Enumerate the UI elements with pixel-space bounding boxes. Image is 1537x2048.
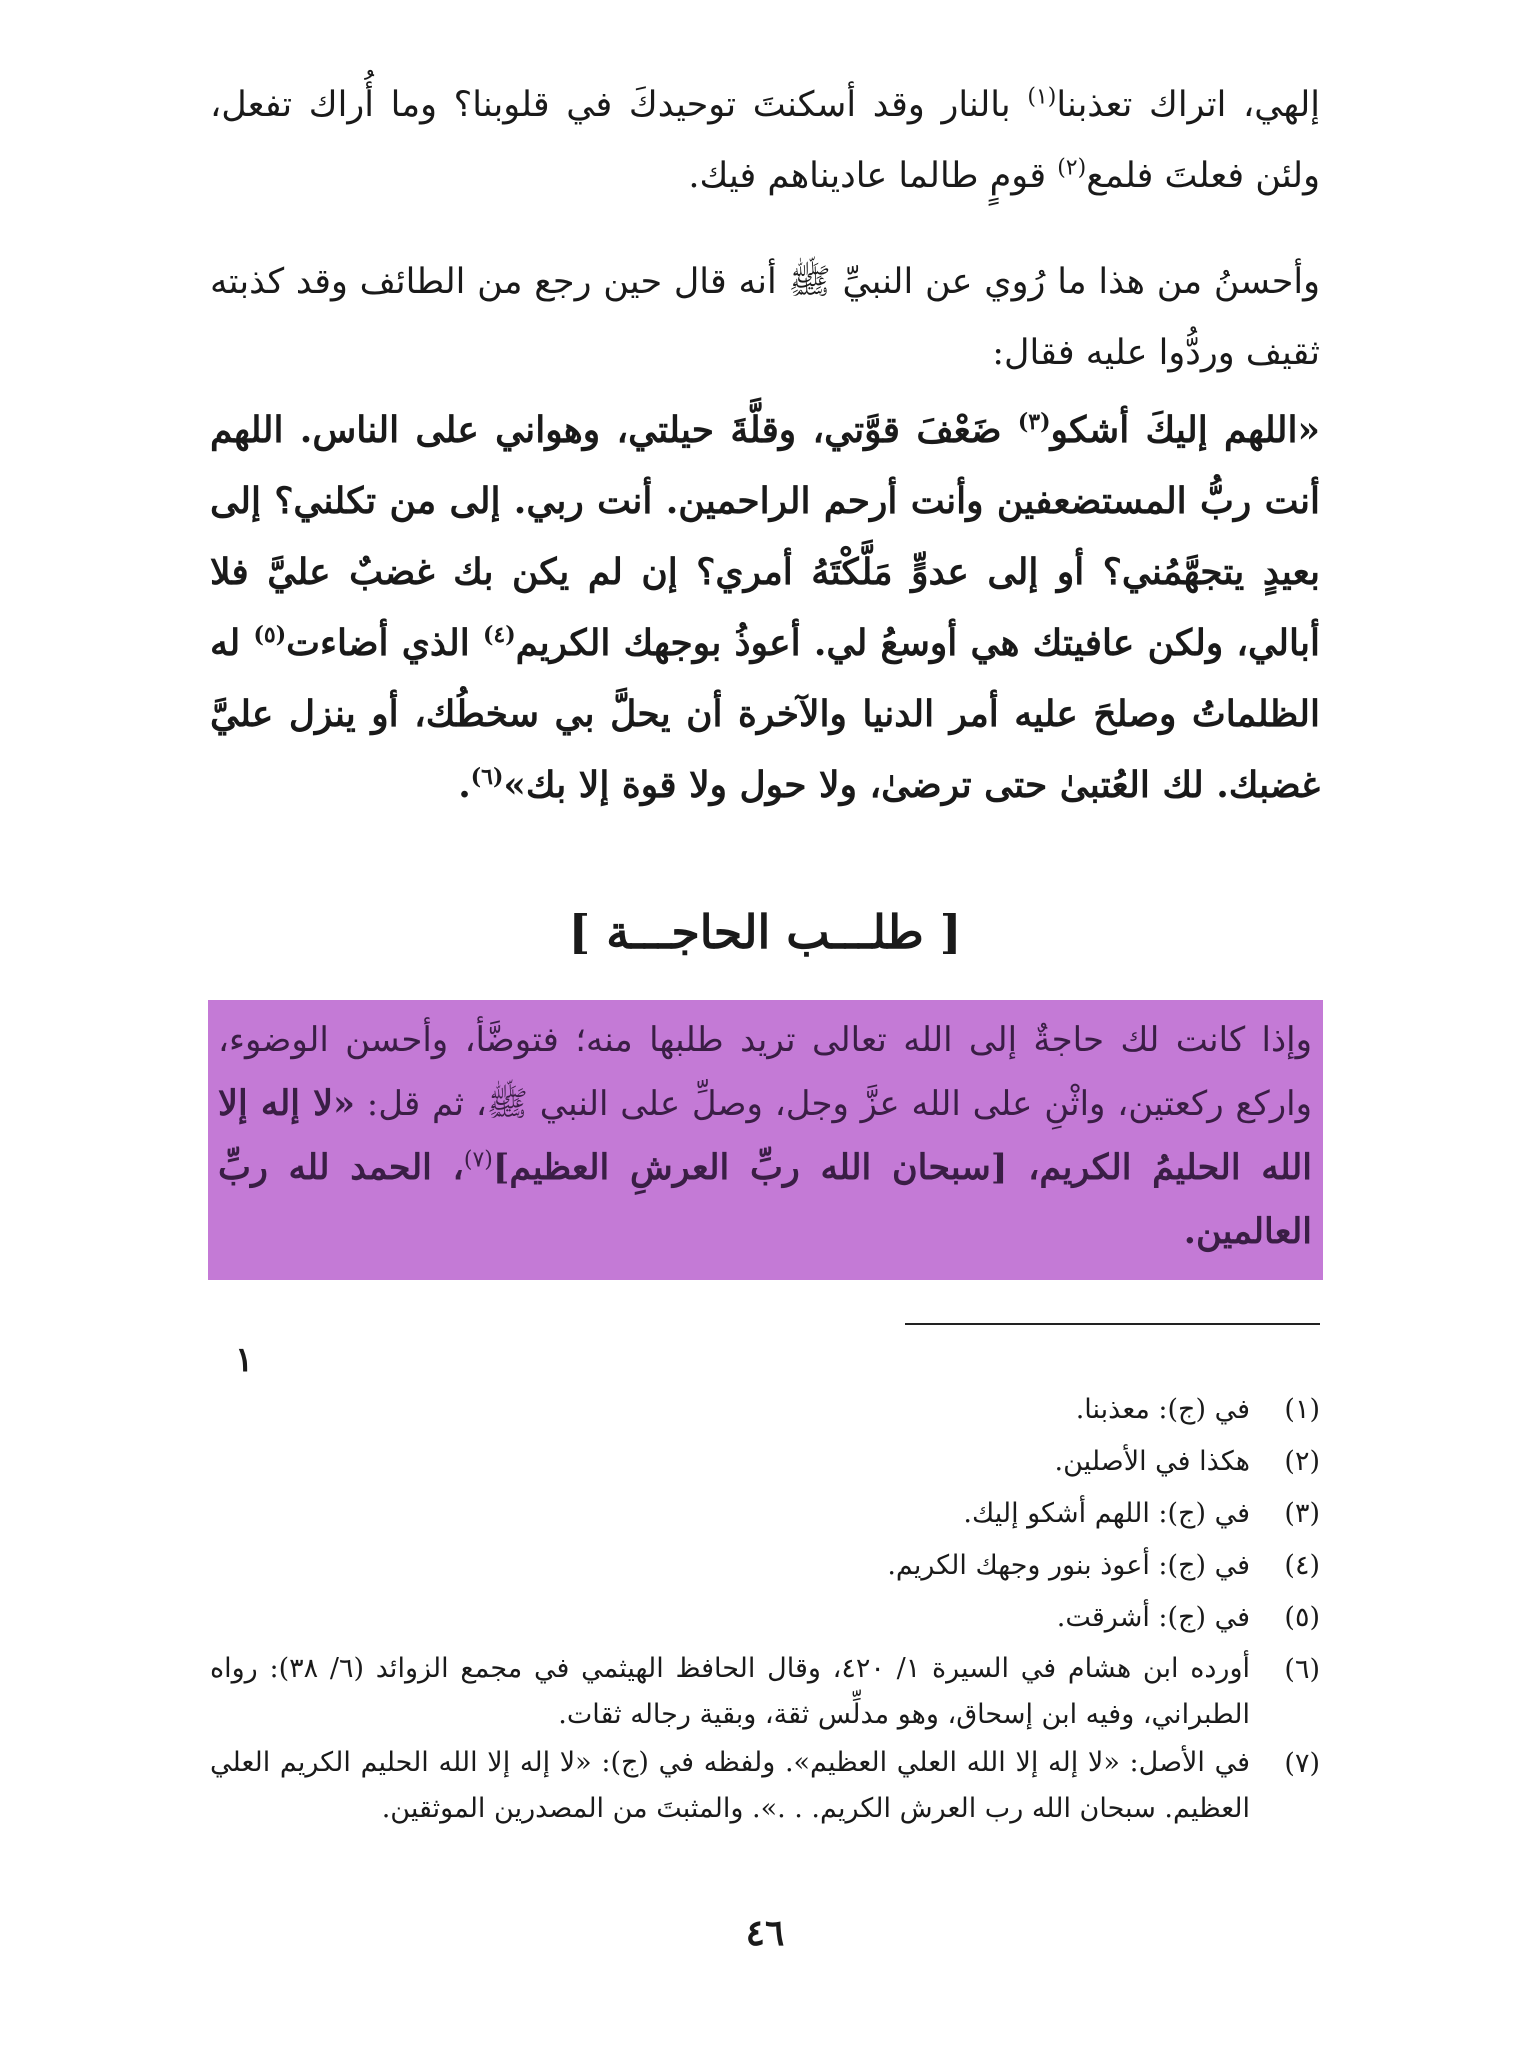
text-run: بالنار وقد أسكنتَ توحيدكَ في قلوبنا؟ وما أُراك تفعل، ولئن فعلتَ فلمع [210,85,1320,196]
text-run: «اللهم إليكَ أشكو [1050,409,1320,451]
text-run: ضَعْفَ قوَّتي، وقلَّةَ حيلتي، وهواني على الناس. اللهم أنت ربُّ المستضعفين وأنت أرحم الراحمين. أنت ربي. إلى من تكلني؟ إلى بعيدٍ يتجهَّمُني؟ أو إلى عدوٍّ مَلَّكْتَهُ أمري؟ إن لم يكن بك غضبٌ عليَّ فلا أبالي، ولكن عافيتك هي أوسعُ لي. أعوذُ بوجهك الكريم [210,409,1321,664]
footnote-text: في (ج): اللهم أشكو إليك. [963,1498,1250,1529]
footnote-text: في (ج): أعوذ بنور وجهك الكريم. [887,1550,1250,1581]
page-number: ٤٦ [745,1912,785,1954]
text-run: قومٍ طالما عاديناهم فيك. [688,156,1058,196]
paragraph-taif-dua [210,395,1320,821]
footnote-text: في (ج): معذبنا. [1075,1394,1250,1425]
footnote-ref-1[interactable]: (١) [1027,84,1057,110]
footnote-number: (٥) [1284,1602,1320,1633]
footnote-item [210,1592,1320,1644]
text-run: إلهي، اتراك تعذبنا [1056,85,1320,125]
footnote-text: في (ج): أشرقت. [1056,1602,1250,1633]
footnote-ref-2[interactable]: (٢) [1057,155,1087,181]
text-run: الذي أضاءت [286,622,483,664]
footnote-ref-6[interactable]: (٦) [470,764,504,790]
footnote-number: (١) [1284,1394,1320,1425]
footnote-item [210,1436,1320,1488]
text-run: . [458,764,471,806]
footnote-number: (٣) [1284,1498,1320,1529]
footnote-number: (٧) [1284,1748,1320,1779]
footnotes-list [210,1340,1320,1832]
footnote-number: (٢) [1284,1446,1320,1477]
footnote-number: (٤) [1284,1550,1320,1581]
footnote-item [210,1488,1320,1540]
footnote-ref-7[interactable]: (٧) [463,1147,493,1173]
footnote-text: في الأصل: «لا إله إلا الله العلي العظيم». ولفظه في (ج): «لا إله إلا الله الحليم الكريم العلي العظيم. سبحان الله رب العرش الكريم. . .». والمثبتَ من المصدرين الموثقين. [210,1747,1250,1824]
footnote-item [210,1540,1320,1592]
paragraph-intro-taif: وأحسنُ من هذا ما رُوي عن النبيِّ ﷺ أنه قال حين رجع من الطائف وقد كذبته ثقيف وردُّوا عليه فقال: [210,262,1320,373]
footnote-ref-5[interactable]: (٥) [253,622,287,648]
paragraph-supplication [210,70,1320,212]
paragraph-need-prayer[interactable] [218,1008,1312,1264]
dhikr-text: ، الحمد لله ربِّ العالمين. [218,1147,1312,1252]
dhikr-text: «لا إله إلا الله الحليمُ الكريم، [سبحان الله ربِّ العرشِ العظيم] [218,1083,1312,1188]
text-run: له الظلماتُ وصلحَ عليه أمر الدنيا والآخرة أن يحلَّ بي سخطُك، أو ينزل عليَّ غضبك. لك العُتبىٰ حتى ترضىٰ، ولا حول ولا قوة إلا بك» [210,622,1320,806]
footnote-item [210,1384,1320,1436]
footnote-text: هكذا في الأصلين. [1054,1446,1250,1477]
footnote-number: (٦) [1284,1654,1320,1685]
section-heading: [ طلـــب الحاجـــة ] [568,905,962,959]
footnote-divider [905,1323,1320,1325]
footnote-item [210,1644,1320,1738]
footnote-item [210,1738,1320,1832]
footnote-ref-3[interactable]: (٣) [1017,409,1051,435]
stray-mark: ١ [235,1340,254,1380]
text-run: وإذا كانت لك حاجةٌ إلى الله تعالى تريد طلبها منه؛ فتوضَّأ، وأحسن الوضوء، واركع ركعتين، واثْنِ على الله عزَّ وجل، وصلِّ على النبي ﷺ، ثم قل: [218,1020,1312,1124]
footnote-text: أورده ابن هشام في السيرة ١/ ٤٢٠، وقال الحافظ الهيثمي في مجمع الزوائد (٦/ ٣٨): رواه الطبراني، وفيه ابن إسحاق، وهو مدلِّس ثقة، وبقية رجاله ثقات. [210,1653,1250,1730]
footnote-ref-4[interactable]: (٤) [482,622,516,648]
